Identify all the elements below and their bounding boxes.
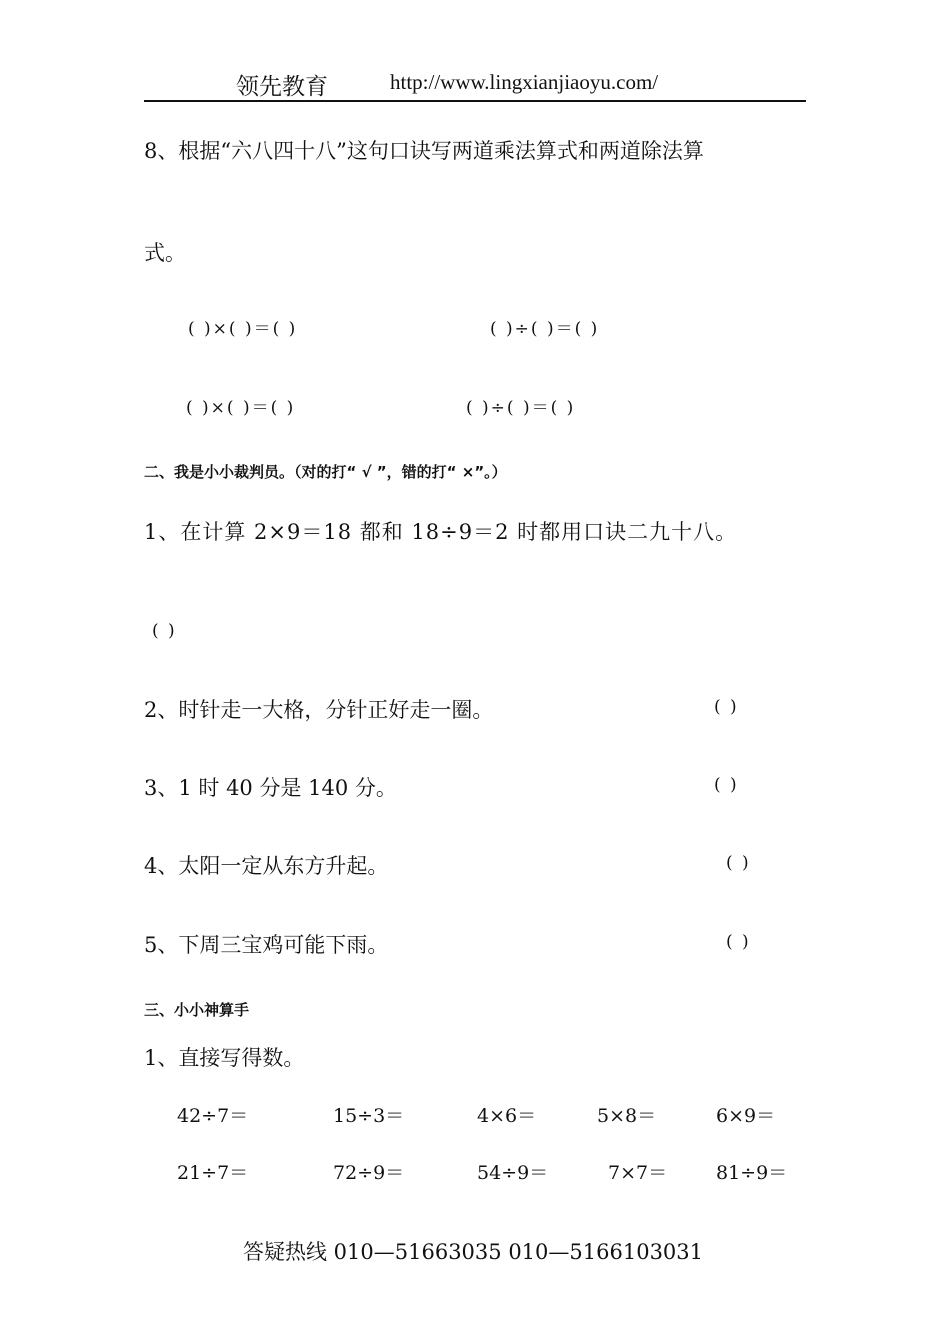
page-header <box>144 66 806 102</box>
header-url[interactable]: http://www.lingxianjiaoyu.com/ <box>390 70 659 94</box>
section-2-title: 二、我是小小裁判员。（对的打“ √ ”，错的打“ ×”。） <box>144 463 507 481</box>
judge-item-3-text: 3、1 时 40 分是 140 分。 <box>144 776 397 800</box>
calc-r2-c1: 21÷7＝ <box>177 1162 249 1184</box>
footer-hotline: 答疑热线 010—51663035 010—5166103031 <box>243 1240 704 1264</box>
q8-division-2: ( )÷( )＝( ) <box>466 398 576 418</box>
question-8-continuation: 式。 <box>144 241 186 265</box>
calc-r2-c2: 72÷9＝ <box>333 1162 405 1184</box>
judge-item-5-text: 5、下周三宝鸡可能下雨。 <box>144 933 389 957</box>
judge-item-3-blank[interactable]: ( ) <box>714 775 739 795</box>
judge-item-1-blank[interactable]: ( ) <box>152 621 177 641</box>
question-8-text: 8、根据“六八四十八”这句口诀写两道乘法算式和两道除法算 <box>144 139 704 163</box>
calc-r2-c5: 81÷9＝ <box>716 1162 788 1184</box>
calc-r1-c3: 4×6＝ <box>477 1105 537 1127</box>
section-3-title: 三、小小神算手 <box>144 1001 250 1019</box>
judge-item-1-text: 1、在计算 2×9＝18 都和 18÷9＝2 时都用口诀二九十八。 <box>144 520 738 544</box>
section-3-subtitle: 1、直接写得数。 <box>144 1046 305 1070</box>
q8-multiplication-2: ( )×( )＝( ) <box>186 398 296 418</box>
calc-r2-c3: 54÷9＝ <box>477 1162 549 1184</box>
q8-multiplication-1: ( )×( )＝( ) <box>188 319 298 339</box>
calc-r1-c4: 5×8＝ <box>597 1105 657 1127</box>
judge-item-5-blank[interactable]: ( ) <box>726 932 751 952</box>
q8-division-1: ( )÷( )＝( ) <box>490 319 600 339</box>
calc-r1-c2: 15÷3＝ <box>333 1105 405 1127</box>
calc-r1-c5: 6×9＝ <box>716 1105 776 1127</box>
judge-item-4-text: 4、太阳一定从东方升起。 <box>144 854 389 878</box>
judge-item-2-blank[interactable]: ( ) <box>714 697 739 717</box>
calc-r1-c1: 42÷7＝ <box>177 1105 249 1127</box>
judge-item-2-text: 2、时针走一大格，分针正好走一圈。 <box>144 698 494 722</box>
judge-item-4-blank[interactable]: ( ) <box>726 853 751 873</box>
header-brand: 领先教育 <box>236 74 328 100</box>
calc-r2-c4: 7×7＝ <box>608 1162 668 1184</box>
